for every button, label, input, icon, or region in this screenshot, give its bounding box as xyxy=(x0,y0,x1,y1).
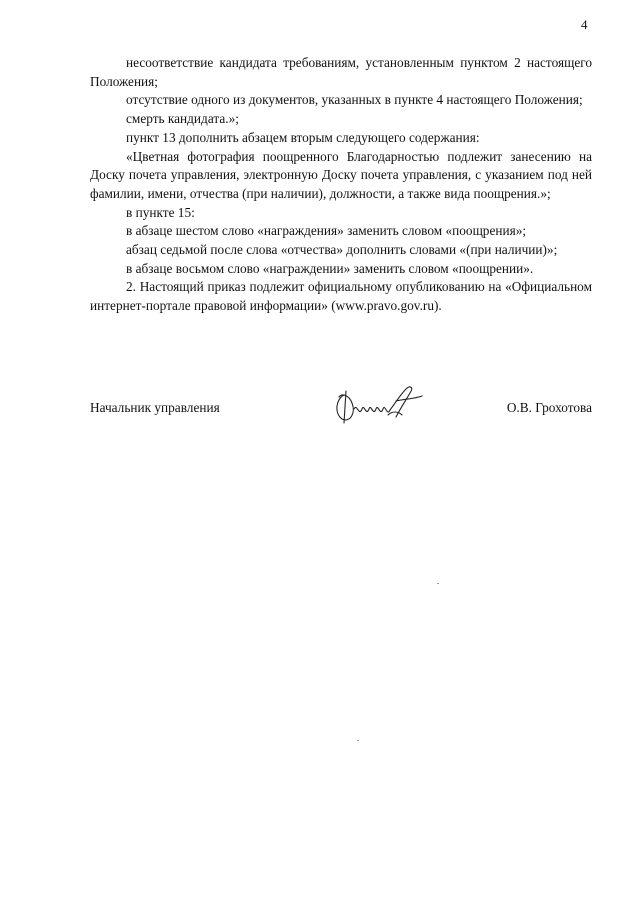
signatory-position: Начальник управления xyxy=(90,400,220,415)
scan-speck xyxy=(437,583,439,584)
paragraph: пункт 13 дополнить абзацем вторым следующего содержания: xyxy=(126,129,480,145)
paragraph: в пункте 15: xyxy=(126,204,195,220)
document-body xyxy=(90,54,592,316)
scan-speck xyxy=(357,740,359,741)
paragraph: 2. Настоящий приказ подлежит официальному опубликованию на «Официальном интернет-портале правовой информации» (www.pravo.gov.ru). xyxy=(90,279,592,314)
paragraph: «Цветная фотография поощренного Благодарностью подлежит занесению на Доску почета управления, электронную Доску почета управления, с указанием под ней фамилии, имени, отчества (при наличии), должности, а также вида поощрения.»; xyxy=(90,148,592,201)
signatory-name: О.В. Грохотова xyxy=(506,400,592,415)
paragraph: в абзаце восьмом слово «награждении» заменить словом «поощрении». xyxy=(126,260,534,276)
paragraph: смерть кандидата.»; xyxy=(126,111,239,127)
page-number: 4 xyxy=(581,17,588,32)
paragraph: отсутствие одного из документов, указанных в пункте 4 настоящего Положения; xyxy=(126,92,583,108)
handwritten-signature xyxy=(330,383,430,428)
paragraph: несоответствие кандидата требованиям, установленным пунктом 2 настоящего Положения; xyxy=(90,55,592,89)
paragraph: в абзаце шестом слово «награждения» заменить словом «поощрения»; xyxy=(126,223,527,239)
paragraph: абзац седьмой после слова «отчества» дополнить словами «(при наличии)»; xyxy=(126,242,558,258)
